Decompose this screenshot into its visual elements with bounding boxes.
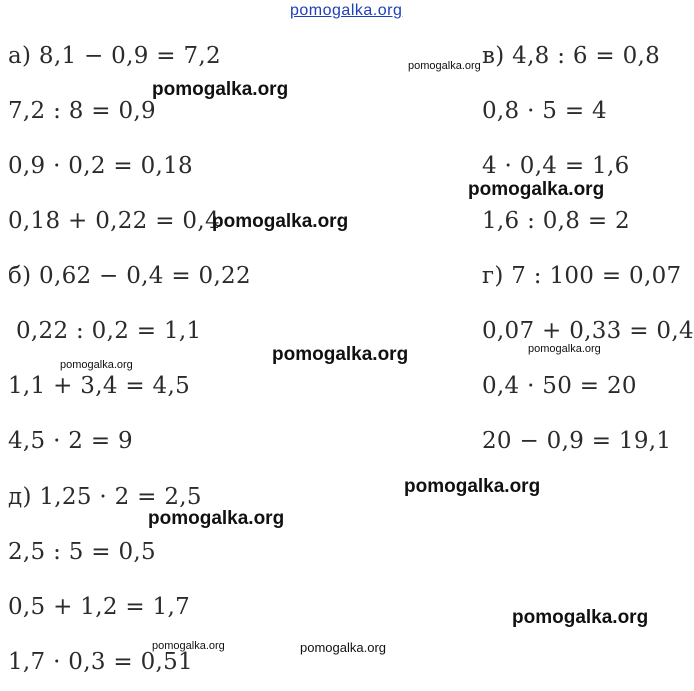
watermark-large: pomogalka.org xyxy=(148,508,285,529)
equation-b-2: 0,22 : 0,2 = 1,1 xyxy=(16,318,202,344)
watermark-large: pomogalka.org xyxy=(468,179,605,200)
equation-g-2: 0,07 + 0,33 = 0,4 xyxy=(482,318,694,344)
equation-a-2: 7,2 : 8 = 0,9 xyxy=(8,98,156,124)
equation-a-1: а) 8,1 − 0,9 = 7,2 xyxy=(8,43,221,69)
equation-g-1: г) 7 : 100 = 0,07 xyxy=(482,263,682,289)
equation-b-4: 4,5 · 2 = 9 xyxy=(8,428,133,454)
equation-v-2: 0,8 · 5 = 4 xyxy=(482,98,607,124)
watermark-small: pomogalka.org xyxy=(528,343,601,355)
equation-b-1: б) 0,62 − 0,4 = 0,22 xyxy=(8,263,251,289)
watermark-small: pomogalka.org xyxy=(60,359,133,371)
equation-d-2: 2,5 : 5 = 0,5 xyxy=(8,539,156,565)
watermark-large: pomogalka.org xyxy=(212,211,349,232)
equation-d-4: 1,7 · 0,3 = 0,51 xyxy=(8,649,193,675)
watermark-small: pomogalka.org xyxy=(300,640,386,655)
equation-a-3: 0,9 · 0,2 = 0,18 xyxy=(8,153,193,179)
watermark-large: pomogalka.org xyxy=(512,607,649,628)
watermark-small: pomogalka.org xyxy=(408,60,481,72)
site-watermark-link[interactable]: pomogalka.org xyxy=(290,2,403,19)
equation-v-4: 1,6 : 0,8 = 2 xyxy=(482,208,630,234)
watermark-large: pomogalka.org xyxy=(404,476,541,497)
watermark-small: pomogalka.org xyxy=(152,640,225,652)
watermark-large: pomogalka.org xyxy=(152,79,289,100)
equation-v-3: 4 · 0,4 = 1,6 xyxy=(482,153,630,179)
equation-v-1: в) 4,8 : 6 = 0,8 xyxy=(482,43,661,69)
equation-g-3: 0,4 · 50 = 20 xyxy=(482,373,637,399)
equation-a-4: 0,18 + 0,22 = 0,4 xyxy=(8,208,220,234)
equation-g-4: 20 − 0,9 = 19,1 xyxy=(482,428,672,454)
equation-d-3: 0,5 + 1,2 = 1,7 xyxy=(8,594,191,620)
equation-d-1: д) 1,25 · 2 = 2,5 xyxy=(8,484,202,510)
watermark-large: pomogalka.org xyxy=(272,344,409,365)
equation-b-3: 1,1 + 3,4 = 4,5 xyxy=(8,373,191,399)
